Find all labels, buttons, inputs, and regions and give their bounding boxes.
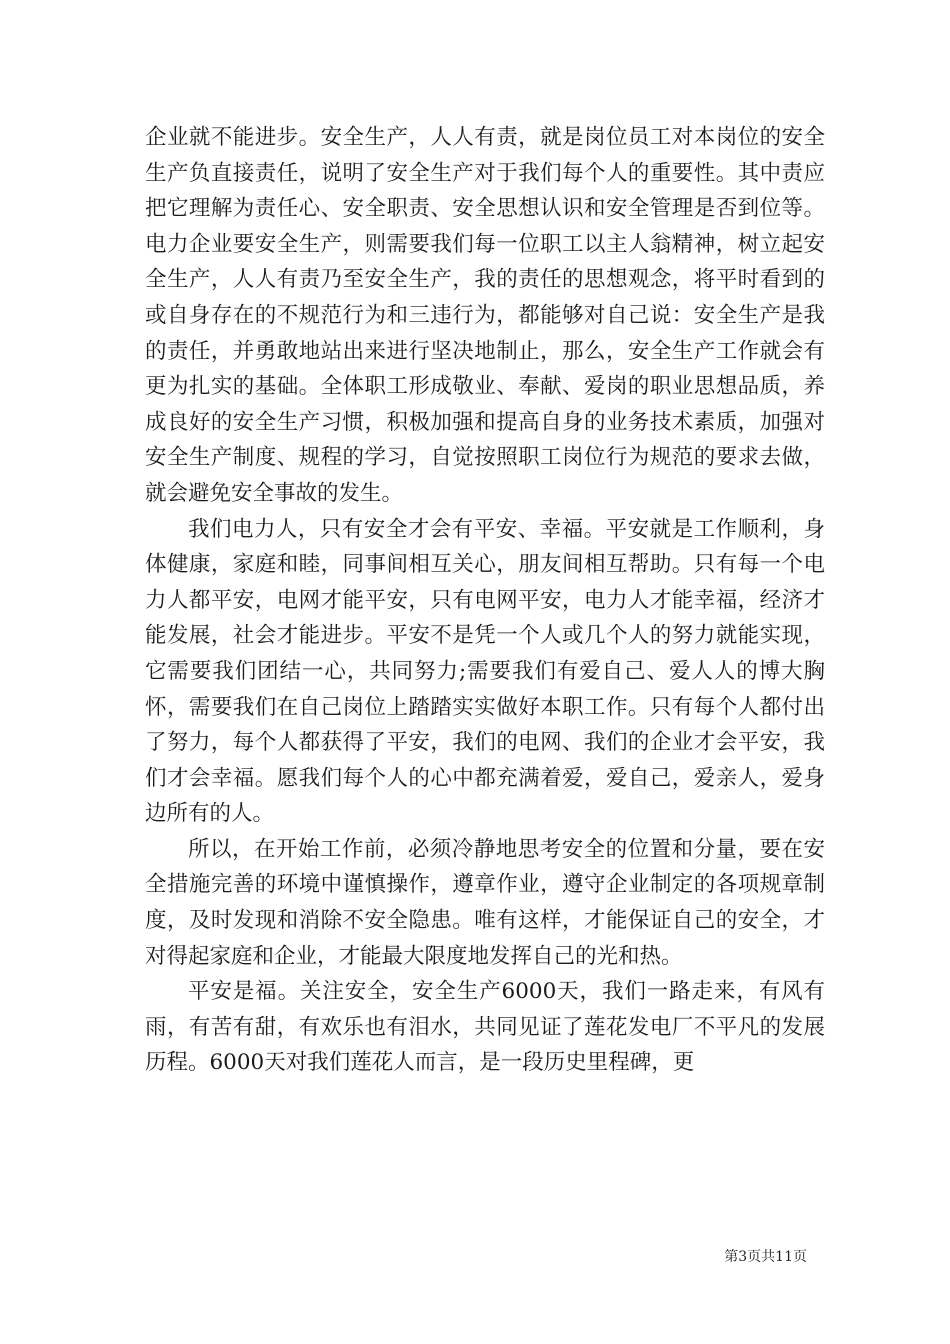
paragraph-1: 企业就不能进步。安全生产，人人有责，就是岗位员工对本岗位的安全生产负直接责任，说明了安全生产对于我们每个人的重要性。其中责应把它理解为责任心、安全职责、安全思想认识和安全管理是否到位等。电力企业要安全生产，则需要我们每一位职工以主人翁精神，树立起安全生产，人人有责乃至安全生产，我的责任的思想观念，将平时看到的或自身存在的不规范行为和三违行为，都能够对自己说：安全生产是我的责任，并勇敢地站出来进行坚决地制止，那么，安全生产工作就会有更为扎实的基础。全体职工形成敬业、奉献、爱岗的职业思想品质，养成良好的安全生产习惯，积极加强和提高自身的业务技术素质，加强对安全生产制度、规程的学习，自觉按照职工岗位行为规范的要求去做，就会避免安全事故的发生。 xyxy=(145,125,825,506)
paragraph-3: 所以，在开始工作前，必须冷静地思考安全的位置和分量，要在安全措施完善的环境中谨慎操作，遵章作业，遵守企业制定的各项规章制度，及时发现和消除不安全隐患。唯有这样，才能保证自己的安全，才对得起家庭和企业，才能最大限度地发挥自己的光和热。 xyxy=(145,836,825,969)
document-body xyxy=(145,120,825,1081)
paragraph-2: 我们电力人，只有安全才会有平安、幸福。平安就是工作顺利，身体健康，家庭和睦，同事间相互关心，朋友间相互帮助。只有每一个电力人都平安，电网才能平安，只有电网平安，电力人才能幸福，经济才能发展，社会才能进步。平安不是凭一个人或几个人的努力就能实现，它需要我们团结一心，共同努力;需要我们有爱自己、爱人人的博大胸怀，需要我们在自己岗位上踏踏实实做好本职工作。只有每个人都付出了努力，每个人都获得了平安，我们的电网、我们的企业才会平安，我们才会幸福。愿我们每个人的心中都充满着爱，爱自己，爱亲人，爱身边所有的人。 xyxy=(145,516,825,827)
page-number-footer: 第3页共11页 xyxy=(724,1249,807,1265)
paragraph-4: 平安是福。关注安全，安全生产6000天，我们一路走来，有风有雨，有苦有甜，有欢乐也有泪水，共同见证了莲花发电厂不平凡的发展历程。6000天对我们莲花人而言，是一段历史里程碑，更 xyxy=(145,979,825,1076)
